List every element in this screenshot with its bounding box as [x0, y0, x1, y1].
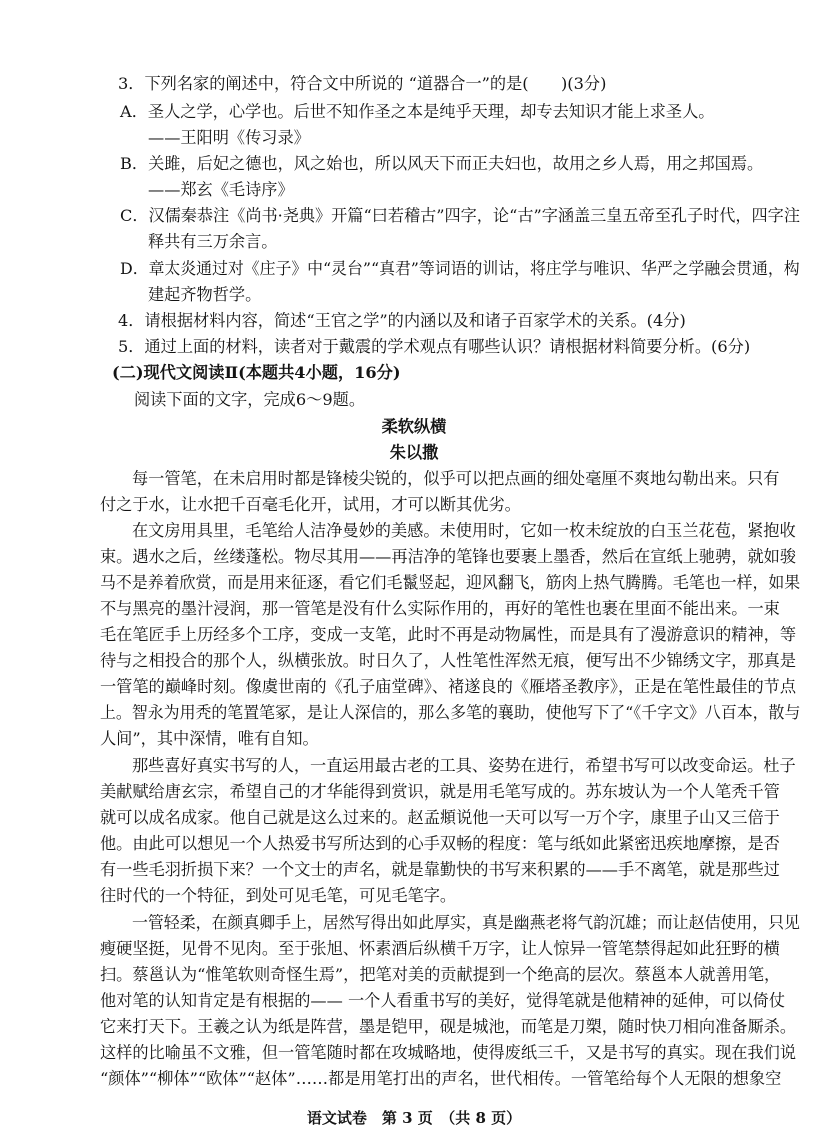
- article-line: 那些喜好真实书写的人，一直运用最古老的工具、姿势在进行，希望书写可以改变命运。杜子: [132, 756, 796, 775]
- article-line: “颜体”“柳体”“欧体”“赵体”……都是用笔打出的声名，世代相传。一管笔给每个人无限的想象空: [100, 1069, 782, 1088]
- article-line: 它来打天下。王羲之认为纸是阵营，墨是铠甲，砚是城池，而笔是刀槊，随时快刀相向准备厮杀。: [100, 1017, 797, 1036]
- article-line: 不与黑亮的墨汁浸润，那一管笔是没有什么实际作用的，再好的笔性也裹在里面不能出来。一束: [100, 599, 780, 618]
- question-3-option-a: A．圣人之学，心学也。后世不知作圣之本是纯乎天理，却专去知识才能上求圣人。: [120, 102, 715, 121]
- question-3-option-c: C．汉儒秦恭注《尚书·尧典》开篇“曰若稽古”四字，论“古”字涵盖三皇五帝至孔子时代，四字注: [120, 206, 800, 225]
- article-line: 这样的比喻虽不文雅，但一管笔随时都在攻城略地，使得废纸三千，又是书写的真实。现在我们说: [100, 1043, 797, 1062]
- question-3-option-a-source: ——王阳明《传习录》: [148, 128, 310, 147]
- article-line: 有一些毛羽折损下来？一个文士的声名，就是靠勤快的书写来积累的——手不离笔，就是那些过: [100, 860, 780, 879]
- article-title: 柔软纵横: [381, 417, 447, 436]
- question-3-option-b: B．关雎，后妃之德也，风之始也，所以风天下而正夫妇也，故用之乡人焉，用之邦国焉。: [120, 154, 764, 173]
- article-author: 朱以撒: [389, 443, 439, 462]
- question-5: 5．通过上面的材料，读者对于戴震的学术观点有哪些认识？请根据材料简要分析。(6分): [118, 337, 751, 356]
- article-line: 美献赋给唐玄宗，希望自己的才华能得到赏识，就是用毛笔写成的。苏东坡认为一个人笔秃千管: [100, 782, 780, 801]
- article-line: 人间”，其中深情，唯有自知。: [100, 729, 319, 748]
- section-instruction: 阅读下面的文字，完成6～9题。: [134, 390, 366, 409]
- article-line: 待与之相投合的那个人，纵横张放。时日久了，人性笔性浑然无痕，便写出不少锦绣文字，那真是: [100, 651, 797, 670]
- question-3-option-d: D．章太炎通过对《庄子》中“灵台”“真君”等词语的训诂，将庄学与唯识、华严之学融会贯通，构: [120, 259, 800, 278]
- question-3-option-c-cont: 释共有三万余言。: [148, 232, 278, 251]
- article-line: 一管轻柔，在颜真卿手上，居然写得出如此厚实，真是幽燕老将气韵沉雄；而让赵佶使用，只见: [132, 913, 800, 932]
- article-line: 毛在笔匠手上历经多个工序，变成一支笔，此时不再是动物属性，而是具有了漫游意识的精神，等: [100, 625, 797, 644]
- article-line: 瘦硬坚挺，见骨不见肉。至于张旭、怀素酒后纵横千万字，让人惊异一管笔禁得起如此狂野的横: [100, 939, 780, 958]
- article-line: 在文房用具里，毛笔给人洁净曼妙的美感。未使用时，它如一枚未绽放的白玉兰花苞，紧抱收: [132, 521, 796, 540]
- article-line: 他对笔的认知肯定是有根据的—— 一个人看重书写的美好，觉得笔就是他精神的延伸，可以倚仗: [100, 991, 786, 1010]
- question-3-option-d-cont: 建起齐物哲学。: [148, 285, 262, 304]
- article-line: 付之于水，让水把千百毫毛化开，试用，才可以断其优劣。: [100, 495, 521, 514]
- question-3-option-b-source: ——郑玄《毛诗序》: [148, 180, 294, 199]
- page-footer: 语文试卷 第 3 页 （共 8 页）: [306, 1109, 522, 1127]
- article-line: 每一管笔，在未启用时都是锋棱尖锐的，似乎可以把点画的细处毫厘不爽地勾勒出来。只有: [132, 469, 780, 488]
- article-line: 一管笔的巅峰时刻。像虞世南的《孔子庙堂碑》、褚遂良的《雁塔圣教序》，正是在笔性最佳的节点: [100, 677, 797, 696]
- article-line: 上。智永为用秃的笔置笔冢，是让人深信的，那么多笔的襄助，使他写下了“《千字文》八百本，散与: [100, 703, 801, 722]
- question-4: 4．请根据材料内容，简述“王官之学”的内涵以及和诸子百家学术的关系。(4分): [118, 311, 686, 330]
- article-line: 往时代的一个特征，到处可见毛笔，可见毛笔字。: [100, 886, 457, 905]
- section-heading: (二)现代文阅读Ⅱ(本题共4小题，16分): [112, 363, 401, 382]
- article-line: 他。由此可以想见一个人热爱书写所达到的心手双畅的程度：笔与纸如此紧密迅疾地摩擦，是否: [100, 834, 780, 853]
- article-line: 马不是养着欣赏，而是用来征逐，看它们毛鬣竖起，迎风翻飞，筋肉上热气腾腾。毛笔也一样，如果: [100, 573, 801, 592]
- article-line: 就可以成名成家。他自己就是这么过来的。赵孟頫说他一天可以写一万个字，康里子山又三倍于: [100, 808, 780, 827]
- article-line: 扫。蔡邕认为“惟笔软则奇怪生焉”，把笔对美的贡献提到一个绝高的层次。蔡邕本人就善用笔，: [100, 965, 781, 984]
- article-line: 束。遇水之后，丝缕蓬松。物尽其用——再洁净的笔锋也要裹上墨香，然后在宣纸上驰骋，就如骏: [100, 547, 797, 566]
- question-3-stem: 3．下列名家的阐述中，符合文中所说的 “道器合一”的是( )(3分): [118, 74, 607, 93]
